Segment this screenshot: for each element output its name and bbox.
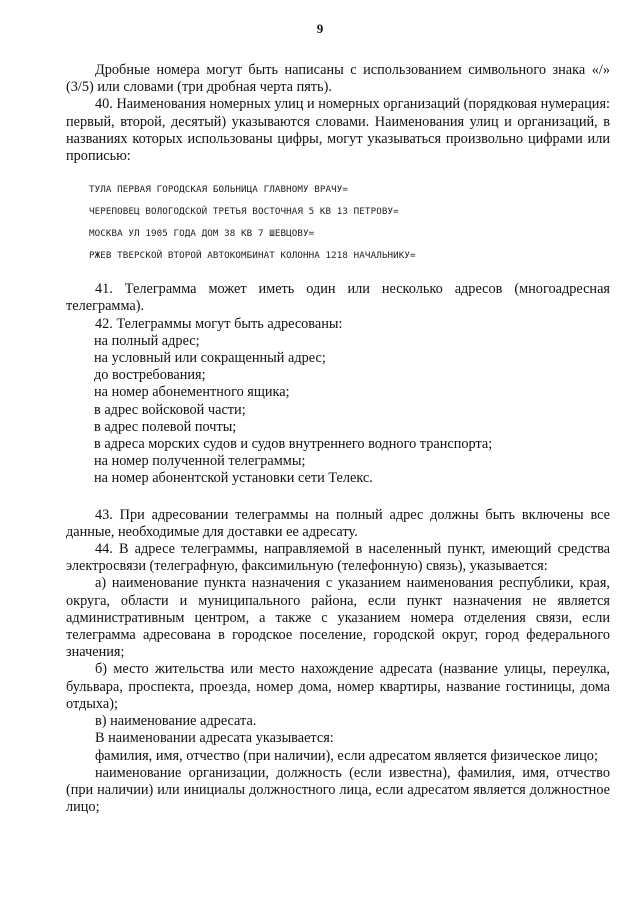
telegram-example: ТУЛА ПЕРВАЯ ГОРОДСКАЯ БОЛЬНИЦА ГЛАВНОМУ ВРАЧУ= [89, 184, 349, 196]
document-body [66, 62, 610, 816]
list-item: в адрес войсковой части; [94, 401, 246, 418]
paragraph-42: 42. Телеграммы могут быть адресованы: [95, 315, 343, 332]
telegram-example: ЧЕРЕПОВЕЦ ВОЛОГОДСКОЙ ТРЕТЬЯ ВОСТОЧНАЯ 5 КВ 13 ПЕТРОВУ= [89, 206, 399, 218]
list-item: на условный или сокращенный адрес; [94, 350, 326, 367]
list-item: на номер абонентской установки сети Телекс. [94, 470, 373, 487]
list-item: в адрес полевой почты; [94, 418, 237, 435]
paragraph-name-intro: В наименовании адресата указывается: [95, 730, 334, 747]
paragraph-43: 43. При адресовании телеграммы на полный адрес должны быть включены все данные, необходимые для доставки ее адресату. [66, 506, 610, 540]
list-item: на номер полученной телеграммы; [94, 453, 306, 470]
paragraph-person: фамилия, имя, отчество (при наличии), если адресатом является физическое лицо; [95, 747, 598, 764]
list-item: в адреса морских судов и судов внутреннего водного транспорта; [94, 436, 493, 453]
list-item: на полный адрес; [94, 332, 200, 349]
paragraph-44a: а) наименование пункта назначения с указанием наименования республики, края, округа, области и муниципального района, если пункт назначения не является административным центром, а также с указанием номера отделения связи, если телеграмма адресована в городское поселение, городской округ, город федерального значения; [66, 575, 610, 661]
paragraph-44c: в) наименование адресата. [95, 713, 257, 730]
telegram-example: РЖЕВ ТВЕРСКОЙ ВТОРОЙ АВТОКОМБИНАТ КОЛОННА 1218 НАЧАЛЬНИКУ= [89, 250, 416, 262]
paragraph-fractions: Дробные номера могут быть написаны с использованием символьного знака «/» (3/5) или словами (три дробная черта пять). [66, 62, 610, 96]
page-number: 9 [316, 21, 324, 36]
paragraph-org: наименование организации, должность (если известна), фамилия, имя, отчество (при наличии) или инициалы должностного лица, если адресатом является должностное лицо; [66, 764, 610, 816]
paragraph-41: 41. Телеграмма может иметь один или несколько адресов (многоадресная телеграмма). [66, 281, 610, 315]
list-item: до востребования; [94, 367, 206, 384]
telegram-example: МОСКВА УЛ 1905 ГОДА ДОМ 38 КВ 7 ШЕВЦОВУ= [89, 228, 315, 240]
paragraph-44b: б) место жительства или место нахождение адресата (название улицы, переулка, бульвара, проспекта, проезда, номер дома, номер квартиры, название гостиницы, дома отдыха); [66, 661, 610, 712]
paragraph-40: 40. Наименования номерных улиц и номерных организаций (порядковая нумерация: первый, второй, десятый) указываются словами. Наименования улиц и организаций, в названиях которых использованы цифры, могут указываться произвольно цифрами или прописью: [66, 96, 610, 165]
paragraph-44: 44. В адресе телеграммы, направляемой в населенный пункт, имеющий средства электросвязи (телеграфную, факсимильную (телефонную) связь), указывается: [66, 541, 610, 575]
list-item: на номер абонементного ящика; [94, 384, 290, 401]
